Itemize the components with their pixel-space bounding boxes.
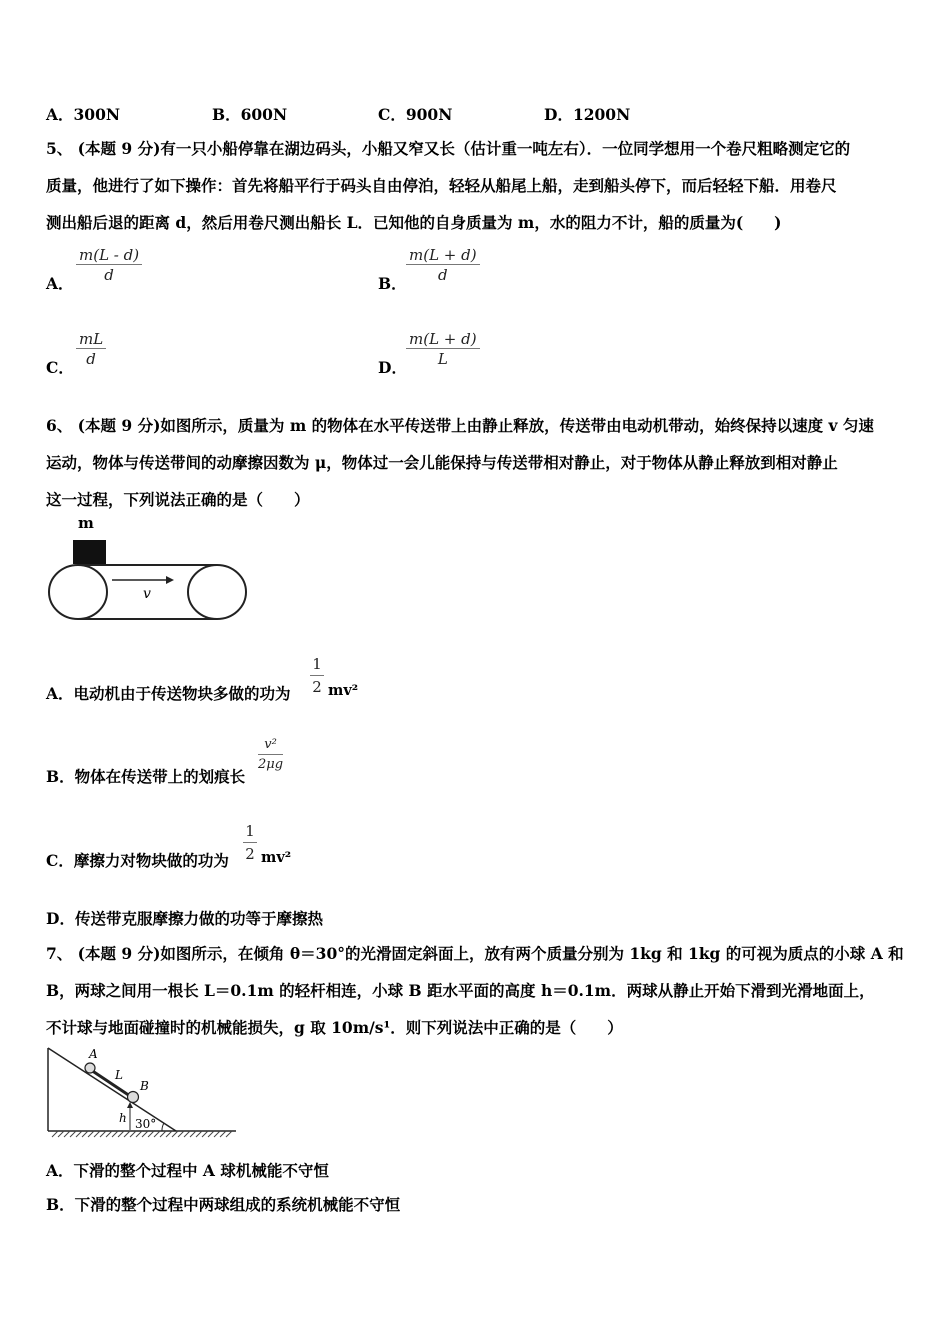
q5-option-d-fraction: m(L + d) L [406, 330, 480, 369]
q5-option-c-label: C． [46, 358, 74, 377]
q6-option-b: B．物体在传送带上的划痕长 [46, 767, 246, 786]
q5-option-a-label: A． [46, 274, 74, 293]
incline [48, 1048, 176, 1131]
q4-option-a: A．300N [46, 105, 121, 124]
q6-option-a-tail: mv² [328, 682, 359, 699]
q4-option-b: B．600N [212, 105, 288, 124]
q5-option-b-fraction: m(L + d) d [406, 246, 480, 285]
q6-stem-line-2: 运动，物体与传送带间的动摩擦因数为 μ，物体过一会儿能保持与传送带相对静止，对于物体从静止释放到相对静止 [46, 453, 838, 472]
q6-stem-line-3: 这一过程，下列说法正确的是（ ） [46, 490, 310, 509]
q6-option-a-fraction: 1 2 [310, 655, 324, 696]
left-pulley [49, 565, 107, 619]
block [73, 540, 106, 564]
q6-option-c-tail: mv² [261, 849, 292, 866]
q4-option-c: C．900N [378, 105, 453, 124]
rod-label: L [115, 1068, 123, 1082]
incline-figure [44, 1045, 244, 1145]
q6-option-b-fraction: v² 2μg [258, 737, 284, 772]
mass-label: m [78, 514, 94, 532]
q5-option-b-label: B． [378, 274, 407, 293]
ground-hatching [52, 1131, 232, 1137]
q5-option-a-fraction: m(L - d) d [76, 246, 142, 285]
height-label: h [119, 1111, 127, 1125]
velocity-label: v [143, 586, 151, 602]
q5-option-d-label: D． [378, 358, 407, 377]
q5-option-c-fraction: mL d [76, 330, 106, 369]
right-pulley [188, 565, 246, 619]
conveyor-belt-figure [40, 512, 260, 622]
q5-stem-line-1: 5、 (本题 9 分)有一只小船停靠在湖边码头，小船又窄又长（估计重一吨左右）．一位同学想用一个卷尺粗略测定它的 [46, 139, 851, 158]
q7-option-b: B．下滑的整个过程中两球组成的系统机械能不守恒 [46, 1195, 401, 1214]
angle-label: 30° [135, 1117, 157, 1131]
q6-option-c: C．摩擦力对物块做的功为 [46, 851, 229, 870]
ball-b [128, 1092, 139, 1103]
q5-stem-line-2: 质量，他进行了如下操作：首先将船平行于码头自由停泊，轻轻从船尾上船，走到船头停下，而后轻轻下船．用卷尺 [46, 176, 837, 195]
rod [91, 1070, 130, 1096]
ball-a-label: A [89, 1047, 98, 1061]
q6-stem-line-1: 6、 (本题 9 分)如图所示，质量为 m 的物体在水平传送带上由静止释放，传送带由电动机带动，始终保持以速度 v 匀速 [46, 416, 874, 435]
ball-a [85, 1063, 95, 1073]
q7-option-a: A．下滑的整个过程中 A 球机械能不守恒 [46, 1161, 329, 1180]
q5-stem-line-3: 测出船后退的距离 d，然后用卷尺测出船长 L．已知他的自身质量为 m，水的阻力不计，船的质量为( ) [46, 213, 782, 232]
q6-option-a: A．电动机由于传送物块多做的功为 [46, 684, 291, 703]
q7-stem-line-2: B，两球之间用一根长 L＝0.1m 的轻杆相连，小球 B 距水平面的高度 h＝0.1m．两球从静止开始下滑到光滑地面上， [46, 981, 875, 1000]
q7-stem-line-3: 不计球与地面碰撞时的机械能损失，g 取 10m/s¹．则下列说法中正确的是（ ） [46, 1018, 623, 1037]
angle-arc [162, 1123, 164, 1131]
q6-option-d: D．传送带克服摩擦力做的功等于摩擦热 [46, 909, 323, 928]
q7-stem-line-1: 7、 (本题 9 分)如图所示，在倾角 θ＝30°的光滑固定斜面上，放有两个质量分别为 1kg 和 1kg 的可视为质点的小球 A 和 [46, 944, 904, 963]
q4-option-d: D．1200N [544, 105, 631, 124]
q6-option-c-fraction: 1 2 [243, 822, 257, 863]
ball-b-label: B [140, 1079, 149, 1093]
